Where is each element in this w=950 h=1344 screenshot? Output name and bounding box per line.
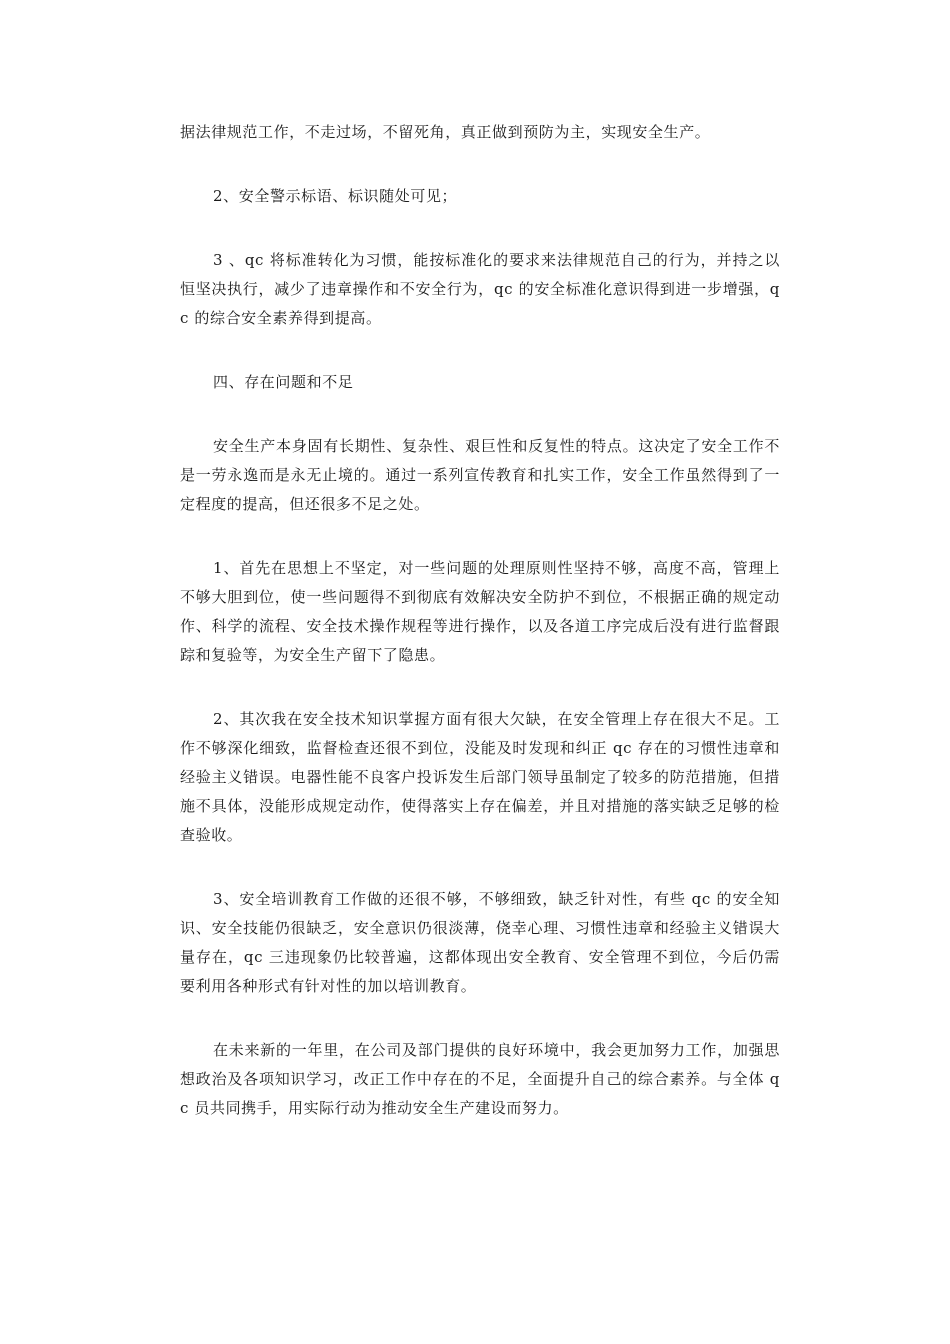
list-item-standard-habits: 3 、qc 将标准转化为习惯，能按标准化的要求来法律规范自己的行为，并持之以恒坚决执行，减少了违章操作和不安全行为，qc 的安全标准化意识得到进一步增强，qc 的综合安全素养得到提高。 (180, 251, 780, 327)
paragraph-continuation: 据法律规范工作，不走过场，不留死角，真正做到预防为主，实现安全生产。 (180, 123, 711, 141)
list-item-problem-2: 2、其次我在安全技术知识掌握方面有很大欠缺，在安全管理上存在很大不足。工作不够深化细致，监督检查还很不到位，没能及时发现和纠正 qc 存在的习惯性违章和经验主义错误。电器性能不良客户投诉发生后部门领导虽制定了较多的防范措施，但措施不具体，没能形成规定动作，使得落实上存在偏差，并且对措施的落实缺乏足够的检查验收。 (180, 710, 780, 844)
list-item-safety-signs: 2、安全警示标语、标识随处可见； (213, 187, 458, 205)
paragraph-conclusion: 在未来新的一年里，在公司及部门提供的良好环境中，我会更加努力工作，加强思想政治及各项知识学习，改正工作中存在的不足，全面提升自己的综合素养。与全体 qc 员共同携手，用实际行动为推动安全生产建设而努力。 (180, 1041, 780, 1117)
list-item-problem-1: 1、首先在思想上不坚定，对一些问题的处理原则性坚持不够，高度不高，管理上不够大胆到位，使一些问题得不到彻底有效解决安全防护不到位，不根据正确的规定动作、科学的流程、安全技术操作规程等进行操作，以及各道工序完成后没有进行监督跟踪和复验等，为安全生产留下了隐患。 (180, 559, 780, 664)
section-heading-problems: 四、存在问题和不足 (213, 373, 354, 391)
document-page (180, 118, 780, 1158)
list-item-problem-3: 3、安全培训教育工作做的还很不够，不够细致，缺乏针对性，有些 qc 的安全知识、安全技能仍很缺乏，安全意识仍很淡薄，侥幸心理、习惯性违章和经验主义错误大量存在，qc 三违现象仍比较普遍，这都体现出安全教育、安全管理不到位，今后仍需要利用各种形式有针对性的加以培训教育。 (180, 890, 780, 995)
paragraph-intro-problems: 安全生产本身固有长期性、复杂性、艰巨性和反复性的特点。这决定了安全工作不是一劳永逸而是永无止境的。通过一系列宣传教育和扎实工作，安全工作虽然得到了一定程度的提高，但还很多不足之处。 (180, 437, 780, 513)
